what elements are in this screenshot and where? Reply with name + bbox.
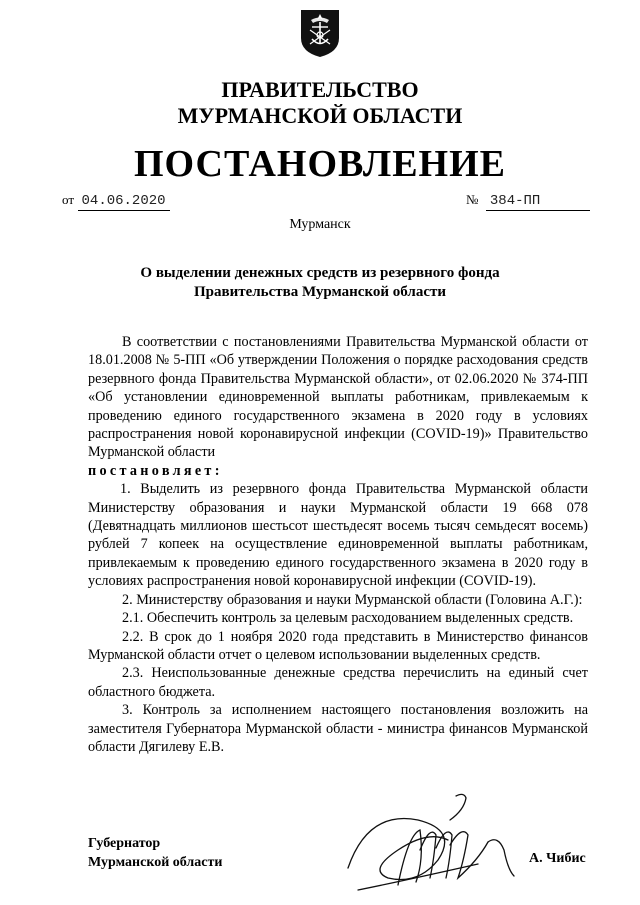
document-type-title: ПОСТАНОВЛЕНИЕ bbox=[133, 143, 507, 185]
number-field: 384-ПП bbox=[486, 193, 590, 211]
number-prefix: № bbox=[466, 192, 479, 207]
handwritten-signature bbox=[338, 790, 528, 895]
item-2-paragraph: 2. Министерству образования и науки Мурманской области (Головина А.Г.): bbox=[122, 591, 583, 608]
signer-title-line2: Мурманской области bbox=[88, 855, 223, 870]
item-2-3-paragraph: 2.3. Неиспользованные денежные средства перечислить на единый счет областного бюджета. bbox=[88, 665, 588, 700]
item-1-paragraph: 1. Выделить из резервного фонда Правительства Мурманской области Министерству образования и науки Мурманской области 19 668 078 (Девятнадцать миллионов шестьсот шестьдесят восемь тысяч семьдесят восемь) рублей 7 копеек на осуществление единовременной выплаты работникам, привлекаемым к проведению единого государственного экзамена в 2020 году в условиях распространения новой коронавирусной инфекции (COVID-19). bbox=[88, 481, 588, 590]
resolves-heading: постановляет: bbox=[88, 462, 223, 479]
coat-of-arms-icon bbox=[299, 8, 341, 58]
date-field: 04.06.2020 bbox=[78, 193, 170, 211]
subject-line1: О выделении денежных средств из резервного фонда bbox=[140, 265, 500, 281]
item-3-paragraph: 3. Контроль за исполнением настоящего постановления возложить на заместителя Губернатора Мурманской области - министра финансов Мурманской области Дягилеву Е.В. bbox=[88, 702, 588, 755]
signer-name: А. Чибис bbox=[529, 851, 586, 866]
signer-title-line1: Губернатор bbox=[88, 836, 161, 851]
item-2-2-paragraph: 2.2. В срок до 1 ноября 2020 года представить в Министерство финансов Мурманской области отчет о целевом использовании выделенных средств. bbox=[88, 628, 588, 663]
date-block bbox=[62, 192, 170, 211]
organization-name-line1: ПРАВИТЕЛЬСТВО bbox=[221, 77, 419, 102]
item-2-1-paragraph: 2.1. Обеспечить контроль за целевым расходованием выделенных средств. bbox=[122, 610, 574, 627]
number-block bbox=[466, 192, 590, 211]
city-name: Мурманск bbox=[289, 217, 351, 232]
document-body bbox=[88, 333, 588, 756]
preamble-paragraph: В соответствии с постановлениями Правительства Мурманской области от 18.01.2008 № 5-ПП «Об утверждении Положения о порядке расходования средств резервного фонда Правительства Мурманской области», от 02.06.2020 № 374-ПП «Об установлении единовременной выплаты работникам, привлекаемым к проведению единого государственного экзамена в 2020 году в условиях распространения новой коронавирусной инфекции (COVID-19)» Правительство Мурманской области bbox=[88, 334, 588, 461]
organization-name-line2: МУРМАНСКОЙ ОБЛАСТИ bbox=[177, 103, 463, 128]
subject-line2: Правительства Мурманской области bbox=[193, 284, 447, 300]
date-prefix: от bbox=[62, 192, 75, 207]
